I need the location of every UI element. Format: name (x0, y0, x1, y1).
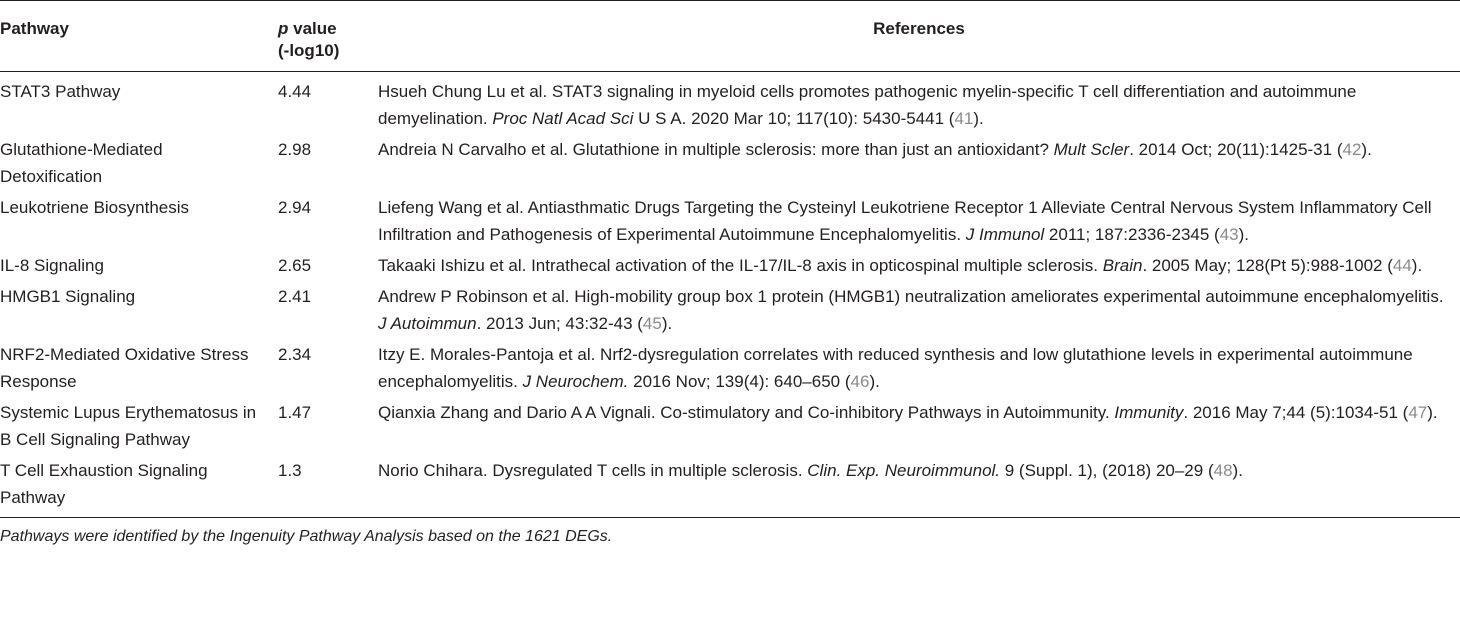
reference-end: ). (1411, 256, 1423, 275)
reference-end: ). (869, 372, 880, 391)
reference-end: ). (973, 109, 984, 128)
pvalue-cell: 2.41 (278, 287, 312, 306)
reference-end: ). (1361, 140, 1372, 159)
pvalue-cell: 1.3 (278, 454, 378, 518)
reference-details: . 2013 Jun; 43:32-43 ( (476, 314, 643, 333)
reference-link[interactable]: 44 (1392, 256, 1412, 275)
pathway-name: Leukotriene Biosynthesis (0, 198, 190, 217)
table-footnote: Pathways were identified by the Ingenuity Pathway Analysis based on the 1621 DEGs. (0, 528, 613, 545)
header-pathway: Pathway (0, 1, 278, 72)
header-pvalue (278, 1, 378, 72)
reference-text: Qianxia Zhang and Dario A A Vignali. Co-stimulatory and Co-inhibitory Pathways in Autoimmunity. (378, 403, 1115, 422)
reference-text: Norio Chihara. Dysregulated T cells in multiple sclerosis. (378, 461, 808, 480)
header-row (0, 1, 1460, 72)
pathway-name: NRF2-Mediated Oxidative Stress Response (0, 345, 249, 391)
reference-cell (378, 72, 1460, 134)
reference-cell (378, 191, 1460, 249)
table-row (0, 396, 1460, 454)
pvalue-cell: 2.98 (278, 140, 312, 159)
header-pvalue-word: value (288, 19, 337, 38)
reference-details: 2016 Nov; 139(4): 640–650 ( (628, 372, 851, 391)
reference-cell (378, 338, 1460, 396)
table-row (0, 249, 1460, 280)
reference-cell (378, 396, 1460, 454)
reference-journal: J Immunol (965, 225, 1045, 244)
reference-details: U S A. 2020 Mar 10; 117(10): 5430-5441 ( (633, 109, 955, 128)
table-row (0, 133, 1460, 191)
reference-link[interactable]: 47 (1408, 403, 1428, 422)
table-row (0, 338, 1460, 396)
reference-journal: J Neurochem. (522, 372, 629, 391)
reference-text: Takaaki Ishizu et al. Intrathecal activation of the IL-17/IL-8 axis in opticospinal multiple sclerosis. (378, 256, 1103, 275)
reference-link[interactable]: 46 (850, 372, 870, 391)
reference-link[interactable]: 48 (1213, 461, 1233, 480)
header-pvalue-p: p (278, 19, 289, 38)
reference-end: ). (1238, 225, 1250, 244)
table-header (0, 1, 1460, 72)
pvalue-cell: 2.65 (278, 256, 312, 275)
pvalue-cell: 2.94 (278, 198, 312, 217)
header-references: References (378, 1, 1460, 72)
pvalue-cell: 1.47 (278, 403, 312, 422)
reference-journal: Clin. Exp. Neuroimmunol. (807, 461, 1001, 480)
reference-text: Andrew P Robinson et al. High-mobility group box 1 protein (HMGB1) neutralization ameliorates experimental autoimmune encephalomyelitis. (378, 287, 1444, 306)
reference-link[interactable]: 45 (642, 314, 662, 333)
pvalue-cell: 2.34 (278, 345, 312, 364)
reference-cell (378, 280, 1460, 338)
reference-cell (378, 454, 1460, 518)
reference-link[interactable]: 41 (954, 109, 974, 128)
reference-cell (378, 133, 1460, 191)
reference-text: Hsueh Chung Lu et al. STAT3 signaling in myeloid cells promotes pathogenic myelin-specific T cell differentiation and autoimmune demyelination. (378, 82, 1357, 128)
reference-journal: Proc Natl Acad Sci (492, 109, 634, 128)
reference-end: ). (1427, 403, 1438, 422)
reference-end: ). (661, 314, 673, 333)
reference-link[interactable]: 43 (1219, 225, 1239, 244)
reference-end: ). (1232, 461, 1243, 480)
reference-link[interactable]: 42 (1342, 140, 1362, 159)
reference-text: Andreia N Carvalho et al. Glutathione in multiple sclerosis: more than just an antioxidant? (378, 140, 1054, 159)
reference-cell (378, 249, 1460, 280)
pathway-name: Glutathione-Mediated Detoxification (0, 140, 163, 186)
table-row (0, 72, 1460, 134)
table-row (0, 454, 1460, 518)
reference-details: . 2016 May 7;44 (5):1034-51 ( (1183, 403, 1409, 422)
pathway-name: HMGB1 Signaling (0, 287, 136, 306)
table-body (0, 72, 1460, 518)
header-pvalue-unit: (-log10) (278, 41, 340, 60)
reference-journal: Brain (1102, 256, 1143, 275)
pathway-name: Systemic Lupus Erythematosus in B Cell Signaling Pathway (0, 403, 257, 449)
reference-journal: Mult Scler (1053, 140, 1130, 159)
reference-details: 2011; 187:2336-2345 ( (1044, 225, 1220, 244)
table-row (0, 280, 1460, 338)
pvalue-cell: 4.44 (278, 82, 312, 101)
reference-text: Itzy E. Morales-Pantoja et al. Nrf2-dysregulation correlates with reduced synthesis and low glutathione levels in experimental autoimmune encephalomyelitis. (378, 345, 1413, 391)
reference-details: 9 (Suppl. 1), (2018) 20–29 ( (1000, 461, 1214, 480)
pathway-name: T Cell Exhaustion Signaling Pathway (0, 454, 278, 518)
reference-details: . 2005 May; 128(Pt 5):988-1002 ( (1142, 256, 1393, 275)
reference-journal: Immunity (1114, 403, 1184, 422)
pathway-name: STAT3 Pathway (0, 82, 121, 101)
table-row (0, 191, 1460, 249)
reference-text: Liefeng Wang et al. Antiasthmatic Drugs Targeting the Cysteinyl Leukotriene Receptor 1 Alleviate Central Nervous System Inflammatory Cell Infiltration and Pathogenesis of Experimental Autoimmune Encephalomyelitis. (378, 198, 1432, 244)
pathway-name: IL-8 Signaling (0, 256, 104, 275)
reference-journal: J Autoimmun (378, 314, 477, 333)
reference-details: . 2014 Oct; 20(11):1425-31 ( (1129, 140, 1343, 159)
